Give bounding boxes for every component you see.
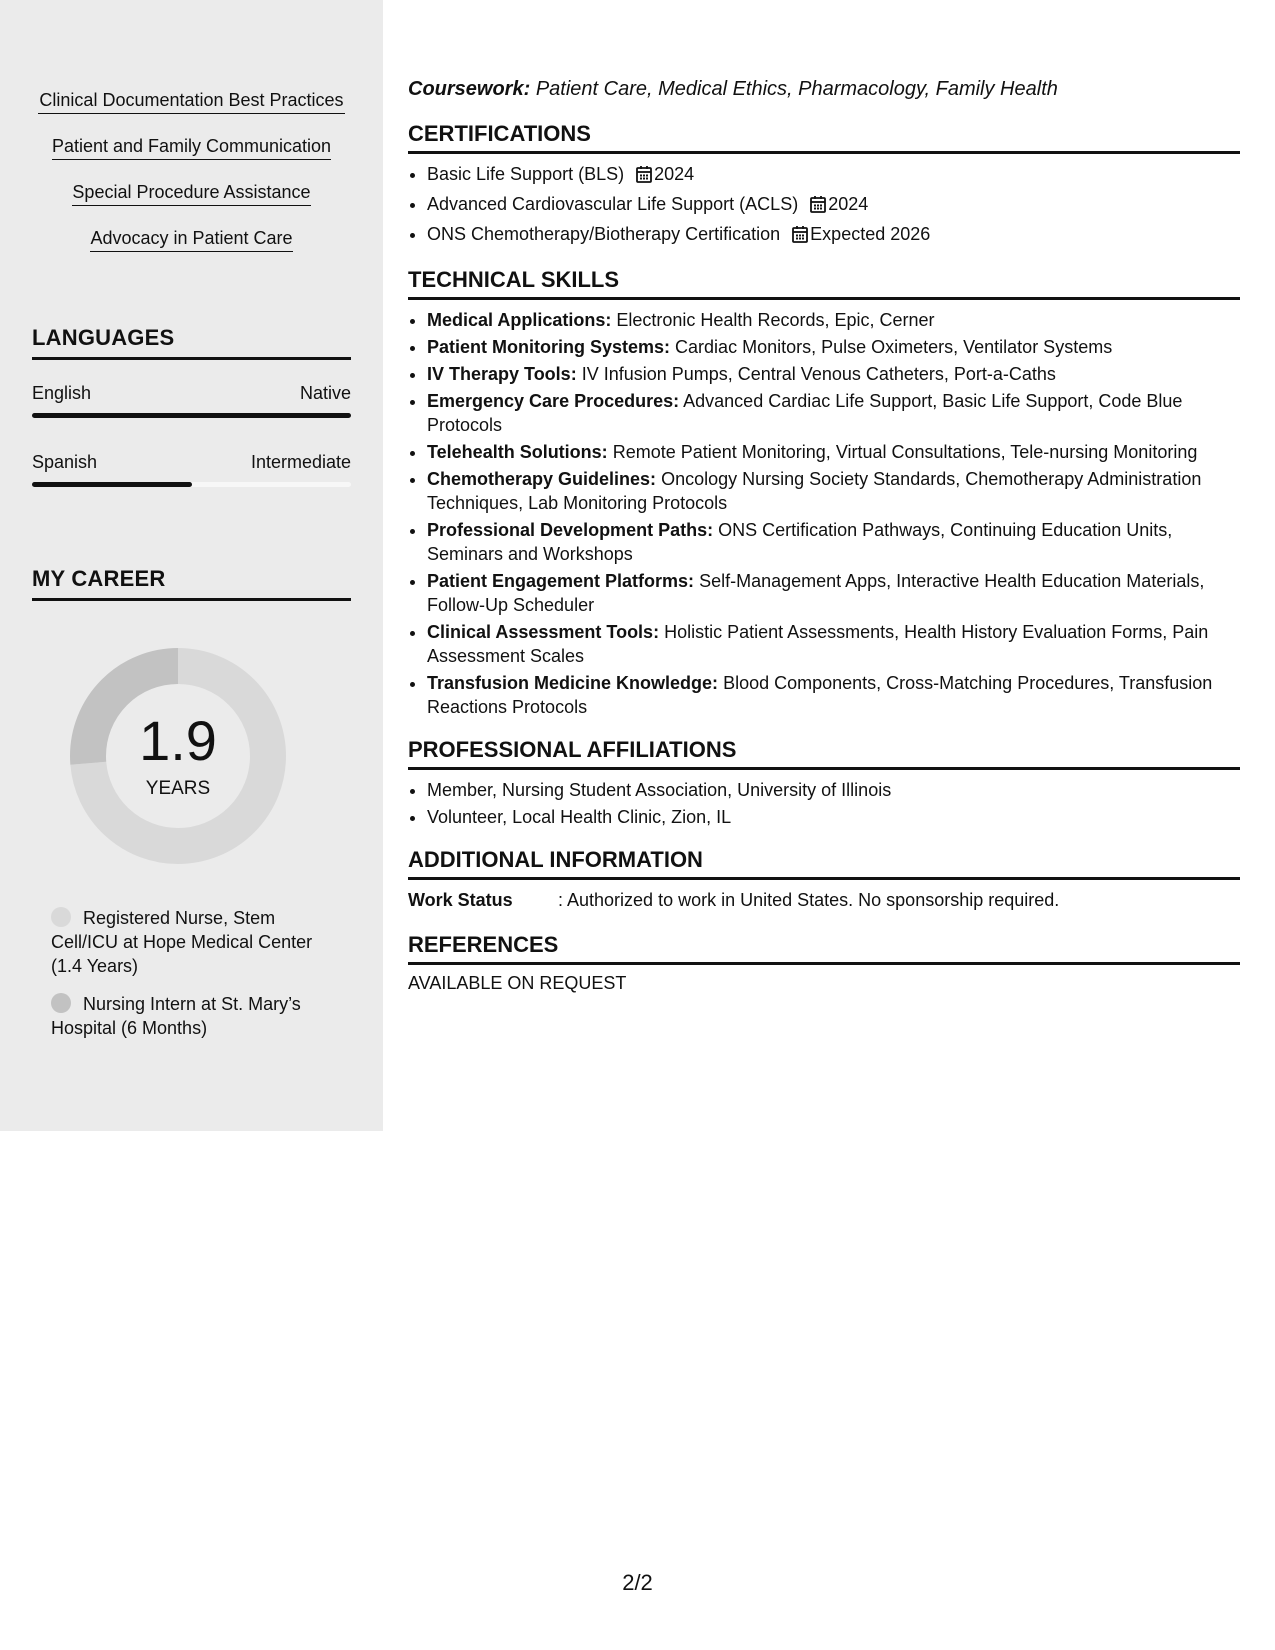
technical-skill-item xyxy=(427,335,1240,359)
technical-skill-label: Emergency Care Procedures: xyxy=(427,391,680,411)
affiliation-item: • Member, Nursing Student Association, University of Illinois xyxy=(427,778,1240,802)
page-number: 2/2 xyxy=(622,1570,653,1595)
technical-skill-text: Electronic Health Records, Epic, Cerner xyxy=(616,310,935,330)
language-name: Spanish xyxy=(32,452,98,472)
language-row-spanish xyxy=(32,452,351,473)
work-status-row xyxy=(408,888,1240,912)
technical-skill-label: Telehealth Solutions: xyxy=(427,442,608,462)
work-status-label: Work Status xyxy=(408,890,513,910)
certification-date: Expected 2026 xyxy=(810,224,931,244)
career-total-value: 1.9 xyxy=(139,709,217,772)
technical-skill-label: Patient Monitoring Systems: xyxy=(427,337,671,357)
technical-skill-label: IV Therapy Tools: xyxy=(427,364,577,384)
language-row-english xyxy=(32,383,351,404)
technical-skill-item xyxy=(427,620,1240,668)
technical-skill-text: ONS Certification Pathways, Continuing Education Units, Seminars and Workshops xyxy=(427,520,1173,564)
career-item-text: Registered Nurse, Stem Cell/ICU at Hope Medical Center (1.4 Years) xyxy=(51,908,313,976)
technical-skill-label: Medical Applications: xyxy=(427,310,612,330)
language-bar-english xyxy=(32,413,351,418)
skill-item xyxy=(38,88,345,114)
references-heading: REFERENCES xyxy=(408,932,1240,965)
technical-skill-label: Transfusion Medicine Knowledge: xyxy=(427,673,719,693)
additional-info-heading: ADDITIONAL INFORMATION xyxy=(408,847,1240,880)
skill-list xyxy=(38,88,345,272)
career-total-unit: YEARS xyxy=(145,778,211,799)
technical-skills-list xyxy=(408,308,1240,719)
technical-skill-item xyxy=(427,671,1240,719)
certification-date: 2024 xyxy=(828,194,869,214)
affiliations-list xyxy=(408,778,1240,829)
coursework xyxy=(408,78,1240,101)
technical-skill-item xyxy=(427,440,1240,464)
calendar-icon xyxy=(810,195,826,219)
technical-skill-text: Advanced Cardiac Life Support, Basic Life Support, Code Blue Protocols xyxy=(427,391,1183,435)
career-item-text: Nursing Intern at St. Mary’s Hospital (6 Months) xyxy=(51,994,301,1038)
technical-skill-text: IV Infusion Pumps, Central Venous Catheters, Port-a-Caths xyxy=(581,364,1056,384)
skill-item xyxy=(38,134,345,160)
languages-heading: LANGUAGES xyxy=(32,325,351,360)
coursework-text: Patient Care, Medical Ethics, Pharmacology, Family Health xyxy=(535,78,1058,100)
career-donut xyxy=(65,643,291,869)
certifications-heading: CERTIFICATIONS xyxy=(408,121,1240,154)
technical-skill-text: Self-Management Apps, Interactive Health Education Materials, Follow-Up Scheduler xyxy=(427,571,1205,615)
technical-skill-label: Patient Engagement Platforms: xyxy=(427,571,695,591)
career-dot-icon xyxy=(51,993,71,1013)
technical-skill-text: Remote Patient Monitoring, Virtual Consultations, Tele-nursing Monitoring xyxy=(612,442,1198,462)
affiliation-item: • Volunteer, Local Health Clinic, Zion, IL xyxy=(427,805,1240,829)
technical-skill-item xyxy=(427,518,1240,566)
technical-skill-text: Blood Components, Cross-Matching Procedures, Transfusion Reactions Protocols xyxy=(427,673,1213,717)
skill-item xyxy=(38,180,345,206)
references-text: AVAILABLE ON REQUEST xyxy=(408,973,627,993)
certification-item xyxy=(427,162,1240,189)
technical-skill-text: Oncology Nursing Society Standards, Chemotherapy Administration Techniques, Lab Monitoring Protocols xyxy=(427,469,1202,513)
career-item xyxy=(51,992,341,1040)
technical-skill-item xyxy=(427,467,1240,515)
language-bar-fill xyxy=(32,413,351,418)
sidebar xyxy=(0,0,383,1131)
technical-skill-text: Cardiac Monitors, Pulse Oximeters, Ventilator Systems xyxy=(675,337,1113,357)
affiliations-heading: PROFESSIONAL AFFILIATIONS xyxy=(408,737,1240,770)
language-level: Intermediate xyxy=(250,452,351,472)
language-bar-fill xyxy=(32,482,192,487)
technical-skill-label: Clinical Assessment Tools: xyxy=(427,622,660,642)
language-bar-spanish xyxy=(32,482,351,487)
certification-name: ONS Chemotherapy/Biotherapy Certification xyxy=(427,224,781,244)
technical-skill-text: Holistic Patient Assessments, Health History Evaluation Forms, Pain Assessment Scales xyxy=(427,622,1209,666)
certification-item xyxy=(427,192,1240,219)
technical-skill-item xyxy=(427,308,1240,332)
calendar-icon xyxy=(636,165,652,189)
main-content xyxy=(408,78,1240,994)
technical-skill-item xyxy=(427,362,1240,386)
skill-label: Patient and Family Communication xyxy=(52,134,331,160)
language-level: Native xyxy=(299,383,351,403)
technical-skill-item xyxy=(427,569,1240,617)
technical-skill-label: Professional Development Paths: xyxy=(427,520,714,540)
coursework-label: Coursework: xyxy=(408,78,531,100)
career-item xyxy=(51,906,341,978)
skill-label: Advocacy in Patient Care xyxy=(90,226,292,252)
certification-name: Advanced Cardiovascular Life Support (ACLS) xyxy=(427,194,799,214)
calendar-icon xyxy=(792,225,808,249)
skill-label: Special Procedure Assistance xyxy=(72,180,310,206)
certification-item xyxy=(427,222,1240,249)
certification-date: 2024 xyxy=(654,164,695,184)
career-dot-icon xyxy=(51,907,71,927)
career-list xyxy=(51,906,341,1054)
technical-skill-item xyxy=(427,389,1240,437)
certifications-list xyxy=(408,162,1240,249)
work-status-text: : Authorized to work in United States. No sponsorship required. xyxy=(558,890,1060,910)
career-heading: MY CAREER xyxy=(32,566,351,601)
skill-label: Clinical Documentation Best Practices xyxy=(38,88,345,114)
technical-skill-label: Chemotherapy Guidelines: xyxy=(427,469,657,489)
certification-name: Basic Life Support (BLS) xyxy=(427,164,625,184)
skill-item xyxy=(38,226,345,252)
language-name: English xyxy=(32,383,92,403)
technical-skills-heading: TECHNICAL SKILLS xyxy=(408,267,1240,300)
